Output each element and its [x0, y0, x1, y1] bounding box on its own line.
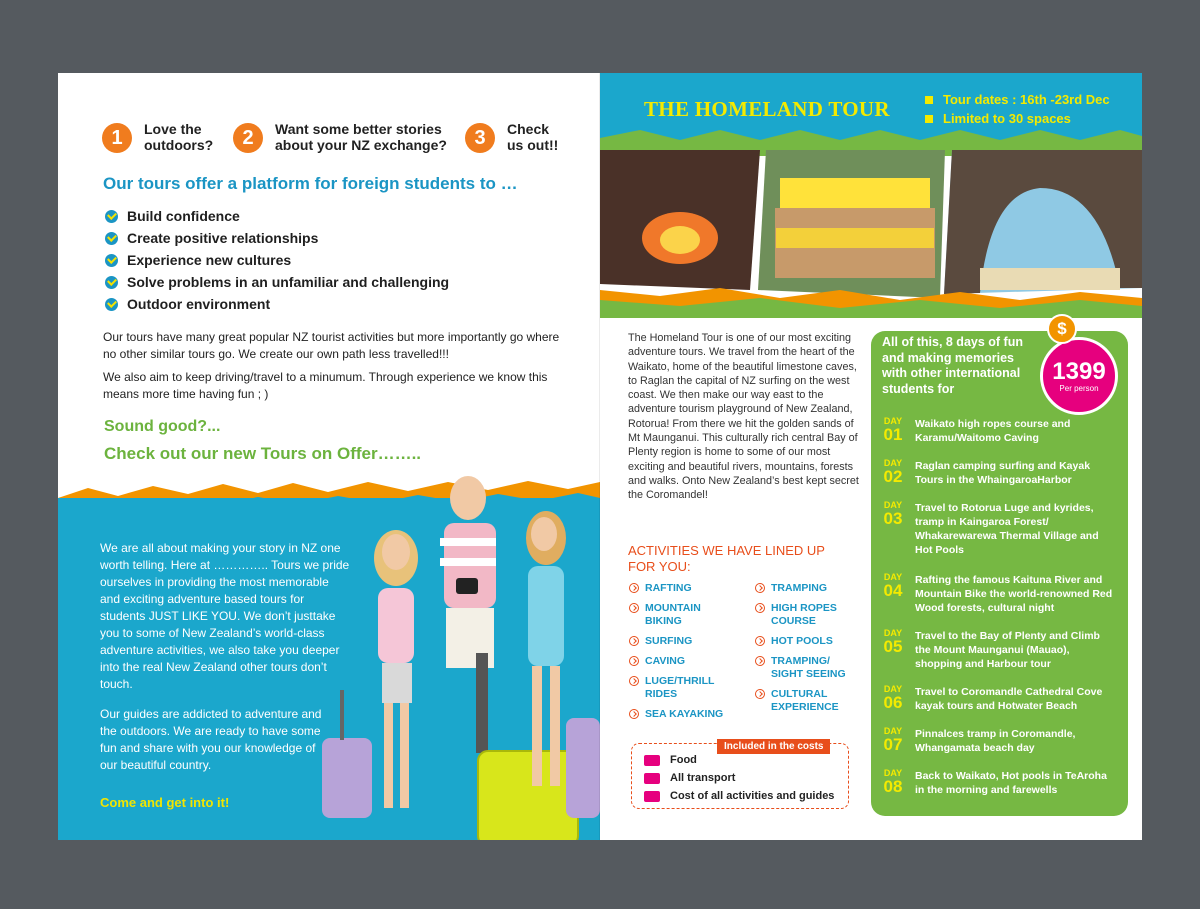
- step-3: [465, 121, 575, 153]
- money-icon: [644, 791, 660, 802]
- included-activities: Cost of all activities and guides: [644, 790, 834, 802]
- benefits-list: [105, 205, 449, 315]
- right-page: [600, 73, 1142, 840]
- dollar-icon: $: [1047, 314, 1077, 344]
- arrow-icon: [755, 656, 765, 666]
- day-item: DAY 04 Rafting the famous Kaituna River and Mountain Bike the world-renowned Red Wood forests, cultural night: [883, 572, 1113, 614]
- arrow-icon: [629, 709, 639, 719]
- step-2: [233, 121, 458, 153]
- activities-list-left: [629, 582, 747, 728]
- benefit-text: Create positive relationships: [127, 230, 319, 246]
- arrow-icon: [755, 689, 765, 699]
- bullet-square-icon: [925, 96, 933, 104]
- check-icon: [105, 298, 118, 311]
- step-1: [102, 121, 217, 153]
- step-number: 1: [102, 123, 132, 153]
- list-item: [105, 227, 449, 249]
- list-item: [105, 293, 449, 315]
- list-item: [105, 249, 449, 271]
- day-item: DAY 02 Raglan camping surfing and Kayak Tours in the WhaingaroaHarbor: [883, 458, 1091, 486]
- benefit-text: Build confidence: [127, 208, 240, 224]
- arrow-icon: [629, 603, 639, 613]
- benefit-text: Outdoor environment: [127, 296, 271, 312]
- offer-heading: All of this, 8 days of fun and making memories with other international students for: [882, 335, 1023, 396]
- arrow-icon: [755, 636, 765, 646]
- step-number: 2: [233, 123, 263, 153]
- price-value: 1399: [1052, 357, 1106, 385]
- price-badge: [1040, 337, 1118, 415]
- tour-description: The Homeland Tour is one of our most exciting adventure tours. We travel from the heart of the Waikato, home of the beautiful limestone caves, to Raglan the capital of NZ surfing on the west coast. We then make our way east to the adventure tourism playground of New Zealand, Rotorua! From there we hit the golden sands of Mt Maunganui. This culturally rich central Bay of Plenty region is home to some of our most exciting and beautiful rivers, mountains, forests and walks. Onto New Zealand’s best kept secret the Coromandel!: [628, 332, 859, 502]
- travel-paragraph: We also aim to keep driving/travel to a minumum. Through experience we know this means more time having fun ; ): [103, 370, 548, 401]
- food-icon: [644, 755, 660, 766]
- arrow-icon: [629, 656, 639, 666]
- list-item: CULTURAL EXPERIENCE: [755, 688, 865, 714]
- arrow-icon: [755, 583, 765, 593]
- arrow-icon: [629, 676, 639, 686]
- bus-icon: [644, 773, 660, 784]
- check-icon: [105, 210, 118, 223]
- tour-info: [925, 90, 1110, 128]
- come-get-into-it: Come and get into it!: [100, 795, 230, 810]
- left-page: [58, 73, 600, 840]
- list-item: HIGH ROPES COURSE: [755, 602, 865, 628]
- sound-good-heading: Sound good?...: [104, 418, 221, 435]
- check-icon: [105, 276, 118, 289]
- day-item: DAY 06 Travel to Coromandle Cathedral Cove kayak tours and Hotwater Beach: [883, 684, 1103, 712]
- intro-paragraph: Our tours have many great popular NZ tourist activities but more importantly go where no other similar tours go. We create our own path less travelled!!!: [103, 330, 560, 361]
- day-item: DAY 03 Travel to Rotorua Luge and kyrides, tramp in Kaingaroa Forest/ Whakarewarewa Thermal Village and Hot Pools: [883, 500, 1099, 556]
- included-transport: All transport: [644, 772, 735, 784]
- story-paragraph: We are all about making your story in NZ one worth telling. Here at ………….. Tours we pride ourselves in providing the most memorable and exciting adventure based tours for students JUST LIKE YOU. We don’t justtake you to some of New Zealand’s world-class adventure activities, we also take you deeper into the real New Zealand other tours don’t touch.: [100, 541, 350, 691]
- day-item: DAY 05 Travel to the Bay of Plenty and Climb the Mount Maunganui (Mauao), shopping and Harbour tour: [883, 628, 1100, 670]
- step-number: 3: [465, 123, 495, 153]
- list-item: CAVING: [629, 655, 747, 668]
- arrow-icon: [629, 583, 639, 593]
- check-icon: [105, 232, 118, 245]
- list-item: RAFTING: [629, 582, 747, 595]
- steps-row: [102, 121, 572, 161]
- check-out-heading: Check out our new Tours on Offer……..: [104, 444, 422, 463]
- benefit-text: Solve problems in an unfamiliar and challenging: [127, 274, 450, 290]
- list-item: [105, 271, 449, 293]
- price-per-person: Per person: [1059, 383, 1099, 393]
- day-item: DAY 01 Waikato high ropes course and Karamu/Waitomo Caving: [883, 416, 1071, 444]
- bullet-square-icon: [925, 115, 933, 123]
- brochure-spread: [58, 73, 1142, 840]
- benefit-text: Experience new cultures: [127, 252, 292, 268]
- list-item: SEA KAYAKING: [629, 708, 747, 721]
- list-item: HOT POOLS: [755, 635, 865, 648]
- activities-heading: ACTIVITIES WE HAVE LINED UP FOR YOU:: [628, 543, 825, 574]
- list-item: [105, 205, 449, 227]
- arrow-icon: [629, 636, 639, 646]
- included-food: Food: [644, 754, 697, 766]
- step-text: Love the outdoors?: [144, 121, 214, 153]
- step-text: Check us out!!: [507, 121, 559, 153]
- tour-title: THE HOMELAND TOUR: [644, 97, 890, 121]
- included-badge: Included in the costs: [717, 739, 830, 754]
- list-item: LUGE/THRILL RIDES: [629, 675, 747, 701]
- students-luggage-photo: [316, 468, 600, 840]
- activities-list-right: [755, 582, 865, 721]
- list-item: TRAMPING: [755, 582, 865, 595]
- list-item: SURFING: [629, 635, 747, 648]
- guides-paragraph: Our guides are addicted to adventure and the outdoors. We are ready to have some fun and share with you our knowledge of our beautiful country.: [100, 707, 322, 772]
- day-item: DAY 07 Pinnalces tramp in Coromandle, Whangamata beach day: [883, 726, 1076, 754]
- list-item: TRAMPING/ SIGHT SEEING: [755, 655, 865, 681]
- photo-strip: [600, 128, 1142, 318]
- day-item: DAY 08 Back to Waikato, Hot pools in TeAroha in the morning and farewells: [883, 768, 1107, 796]
- step-text: Want some better stories about your NZ exchange?: [275, 121, 447, 153]
- list-item: MOUNTAIN BIKING: [629, 602, 747, 628]
- tour-spaces: Limited to 30 spaces: [925, 109, 1110, 128]
- tour-dates: Tour dates : 16th -23rd Dec: [925, 90, 1110, 109]
- check-icon: [105, 254, 118, 267]
- platform-heading: Our tours offer a platform for foreign students to …: [103, 174, 518, 193]
- arrow-icon: [755, 603, 765, 613]
